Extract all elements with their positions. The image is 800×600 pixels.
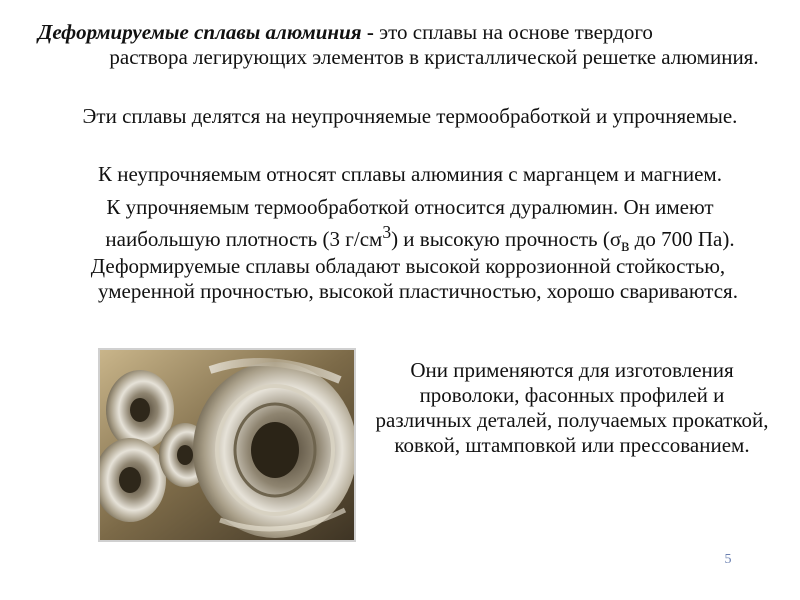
classification-paragraph: Эти сплавы делятся на неупрочняемые термообработкой и упрочняемые. xyxy=(82,104,738,128)
intro-first-line xyxy=(36,20,786,45)
non-hardened-paragraph: К неупрочняемым относят сплавы алюминия с марганцем и магнием. xyxy=(98,162,722,186)
density-text: наибольшую плотность (3 г/см xyxy=(105,227,383,251)
duralumin-line1: К упрочняемым термообработкой относится дуралюмин. Он имеют xyxy=(106,195,714,219)
cube-superscript: 3 xyxy=(382,222,392,242)
properties-rest: умеренной прочностью, высокой пластичностью, хорошо свариваются. xyxy=(98,279,738,303)
term-dash: - xyxy=(366,20,374,44)
properties-line1: Деформируемые сплавы обладают высокой коррозионной стойкостью, xyxy=(90,254,726,278)
definition-start: это сплавы на основе твердого xyxy=(379,20,653,44)
duralumin-line2 xyxy=(20,220,800,258)
term-heading: Деформируемые сплавы алюминия xyxy=(38,20,362,44)
intro-paragraph xyxy=(36,20,786,70)
page-number: 5 xyxy=(724,552,732,567)
strength-text: ) и высокую прочность (σ xyxy=(391,227,622,251)
aluminum-rolls-image xyxy=(100,350,354,540)
application-text: Они применяются для изготовления проволоки, фасонных профилей и различных деталей, получаемых прокаткой, ковкой, штамповкой или прессованием. xyxy=(375,358,769,457)
definition-rest: раствора легирующих элементов в кристаллической решетке алюминия. xyxy=(109,45,759,69)
duralumin-paragraph xyxy=(20,195,800,258)
strength-value: до 700 Па). xyxy=(629,227,735,251)
aluminum-rolls-photo xyxy=(98,348,356,542)
sigma-subscript: в xyxy=(621,235,630,256)
properties-paragraph xyxy=(28,254,788,304)
